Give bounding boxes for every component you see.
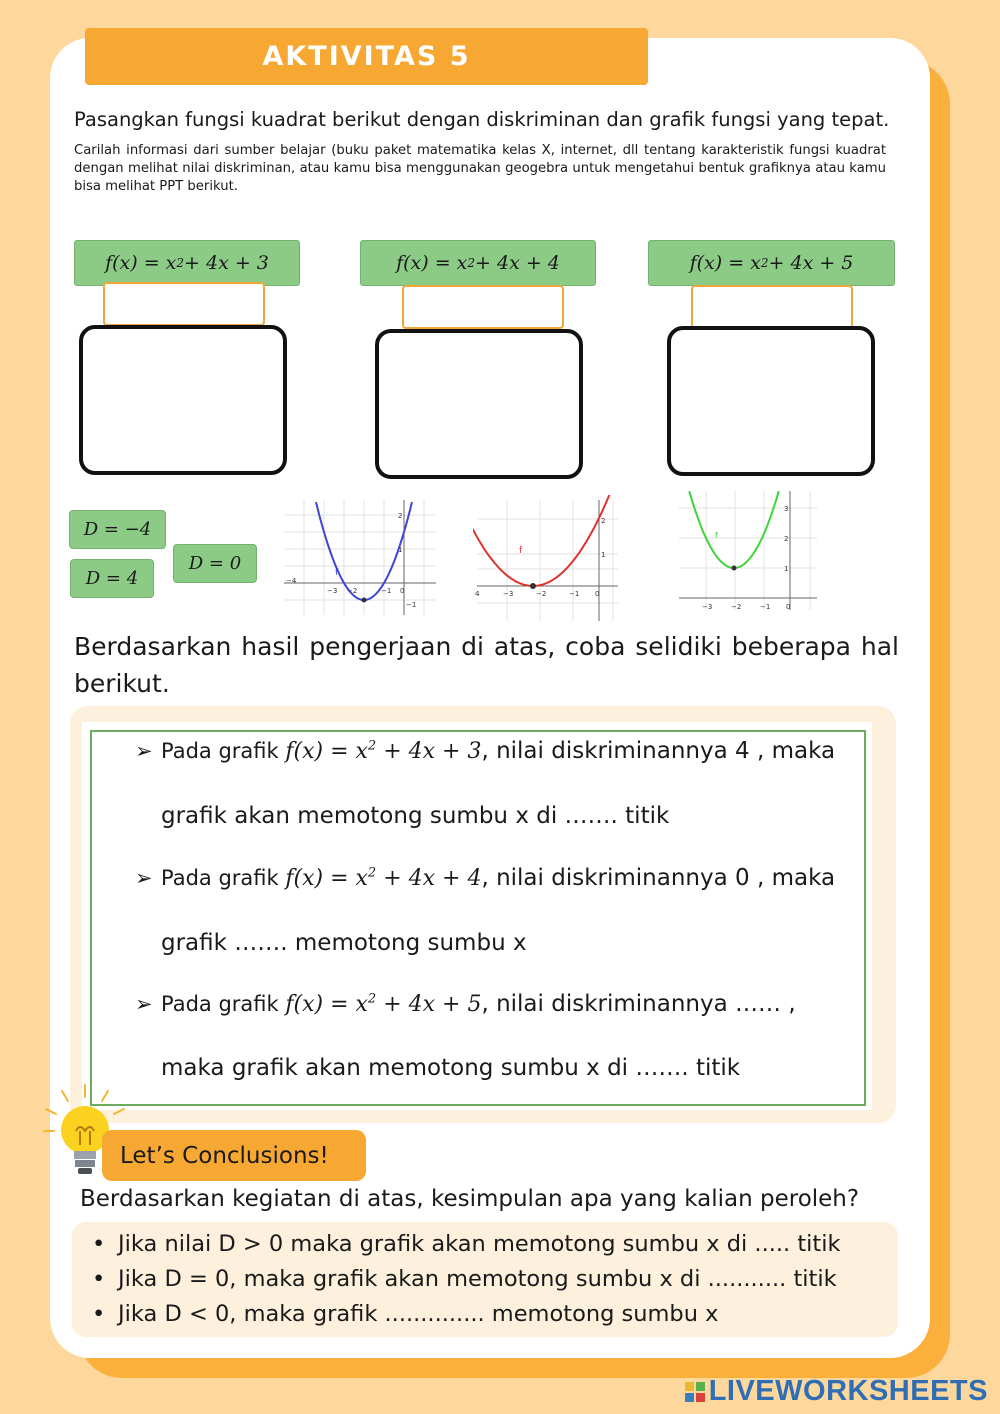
- investigate-item-1-cont: grafik akan memotong sumbu x di ……. titik: [161, 803, 670, 829]
- d-chip-minus-4[interactable]: D = −4: [69, 510, 166, 549]
- function-chip-1: [74, 240, 300, 286]
- arrow-bullet-icon: ➢: [135, 992, 153, 1016]
- function-exponent: 2: [176, 256, 185, 270]
- item-prefix: Pada grafik: [161, 992, 279, 1016]
- item-tail: , nilai diskriminannya 4 , maka: [481, 738, 836, 764]
- y-tick: 3: [784, 505, 789, 513]
- curve-label: f: [519, 546, 523, 556]
- item-function: $f(x) = x^2 + 4x + 5$: [285, 991, 482, 1017]
- graph-drop-box-1[interactable]: [79, 325, 287, 475]
- d-drop-slot-3[interactable]: [691, 285, 853, 329]
- investigate-item-2-cont: grafik ……. memotong sumbu x: [161, 930, 527, 956]
- intro-instruction: Pasangkan fungsi kuadrat berikut dengan diskriminan dan grafik fungsi yang tepat.: [74, 108, 890, 131]
- conclusion-question: Berdasarkan kegiatan di atas, kesimpulan apa yang kalian peroleh?: [80, 1186, 860, 1212]
- x-tick: −1: [381, 587, 392, 595]
- graph-red-svg: [473, 495, 620, 625]
- function-lhs: f(x) = x: [396, 252, 468, 274]
- y-tick: 1: [398, 546, 403, 554]
- x-tick: 0: [595, 590, 600, 598]
- mini-graph-green[interactable]: [676, 488, 819, 613]
- mini-graph-blue[interactable]: [280, 495, 438, 620]
- item-tail: , nilai diskriminannya …… ,: [481, 991, 796, 1017]
- y-tick: −1: [406, 601, 417, 609]
- graph-drop-box-2[interactable]: [375, 329, 583, 479]
- x-tick: 4: [475, 590, 480, 598]
- conclusion-text: Jika nilai D > 0 maka grafik akan memotong sumbu x di ..... titik: [118, 1231, 841, 1257]
- d-drop-slot-1[interactable]: [103, 282, 265, 326]
- activity-title: AKTIVITAS 5: [85, 28, 648, 85]
- x-tick: −1: [760, 603, 771, 611]
- curve-label: f: [335, 568, 339, 578]
- graph-drop-box-3[interactable]: [667, 326, 875, 476]
- curve-red: [473, 495, 616, 586]
- item-tail: , nilai diskriminannya 0 , maka: [481, 865, 836, 891]
- function-exponent: 2: [467, 256, 476, 270]
- d-drop-slot-2[interactable]: [402, 285, 564, 329]
- y-tick: 1: [784, 565, 789, 573]
- function-rhs: + 4x + 4: [475, 252, 560, 274]
- curve-label: f: [715, 531, 718, 540]
- item-prefix: Pada grafik: [161, 866, 279, 890]
- brand-text: LIVEWORKSHEETS: [708, 1375, 988, 1407]
- x-tick: −2: [536, 590, 547, 598]
- bullet-dot-icon: •: [92, 1231, 106, 1257]
- intro-info: Carilah informasi dari sumber belajar (buku paket matematika kelas X, internet, dll tentang karakteristik fungsi kuadrat dengan melihat nilai diskriminan, atau kamu bisa menggunakan geogebra untuk mengetahui bentuk grafiknya atau kamu bisa melihat PPT berikut.: [74, 143, 886, 194]
- vertex-point: [362, 598, 367, 603]
- y-tick: 2: [398, 512, 403, 520]
- y-tick: 1: [601, 551, 606, 559]
- function-rhs: + 4x + 5: [768, 252, 854, 274]
- bullet-dot-icon: •: [92, 1266, 106, 1292]
- x-tick: −2: [347, 587, 358, 595]
- x-tick: −3: [327, 587, 338, 595]
- investigate-item-2: [135, 865, 835, 891]
- investigate-item-1: [135, 738, 835, 764]
- y-tick: 2: [784, 535, 789, 543]
- bullet-dot-icon: •: [92, 1301, 106, 1327]
- x-tick: 0: [400, 587, 405, 595]
- item-function: $f(x) = x^2 + 4x + 4$: [285, 865, 482, 891]
- graph-green-svg: [676, 488, 819, 613]
- function-rhs: + 4x + 3: [184, 252, 269, 274]
- vertex-point: [530, 583, 536, 589]
- graph-blue-svg: [280, 495, 438, 620]
- x-tick: −4: [286, 577, 297, 585]
- investigate-heading: Berdasarkan hasil pengerjaan di atas, coba selidiki beberapa hal berikut.: [74, 632, 899, 698]
- conclusion-item-2: [92, 1266, 837, 1292]
- item-function: $f(x) = x^2 + 4x + 3$: [285, 738, 482, 764]
- function-lhs: f(x) = x: [689, 252, 761, 274]
- function-lhs: f(x) = x: [105, 252, 177, 274]
- function-exponent: 2: [760, 256, 769, 270]
- liveworksheets-brand[interactable]: [685, 1375, 988, 1408]
- conclusion-label: Let’s Conclusions!: [102, 1130, 366, 1181]
- conclusion-text: Jika D = 0, maka grafik akan memotong sumbu x di ........... titik: [118, 1266, 837, 1292]
- mini-graph-red[interactable]: [473, 495, 620, 625]
- brand-logo-icon: [685, 1382, 705, 1402]
- x-tick: −3: [503, 590, 514, 598]
- curve-green: [689, 491, 779, 568]
- conclusion-item-1: [92, 1231, 841, 1257]
- x-tick: −1: [569, 590, 580, 598]
- x-tick: −2: [731, 603, 742, 611]
- investigate-item-3-cont: maka grafik akan memotong sumbu x di ……. titik: [161, 1055, 741, 1081]
- arrow-bullet-icon: ➢: [135, 866, 153, 890]
- y-tick: 2: [601, 517, 606, 525]
- conclusion-item-3: [92, 1301, 718, 1327]
- x-tick: −3: [702, 603, 713, 611]
- arrow-bullet-icon: ➢: [135, 739, 153, 763]
- vertex-point: [732, 566, 737, 571]
- investigate-item-3: [135, 991, 796, 1017]
- function-chip-3: [648, 240, 895, 286]
- x-tick: 0: [786, 603, 791, 611]
- d-chip-0[interactable]: D = 0: [173, 544, 257, 583]
- conclusion-text: Jika D < 0, maka grafik .............. memotong sumbu x: [118, 1301, 719, 1327]
- function-chip-2: [360, 240, 596, 286]
- investigate-frame: [90, 730, 866, 1106]
- item-prefix: Pada grafik: [161, 739, 279, 763]
- d-chip-4[interactable]: D = 4: [70, 559, 154, 598]
